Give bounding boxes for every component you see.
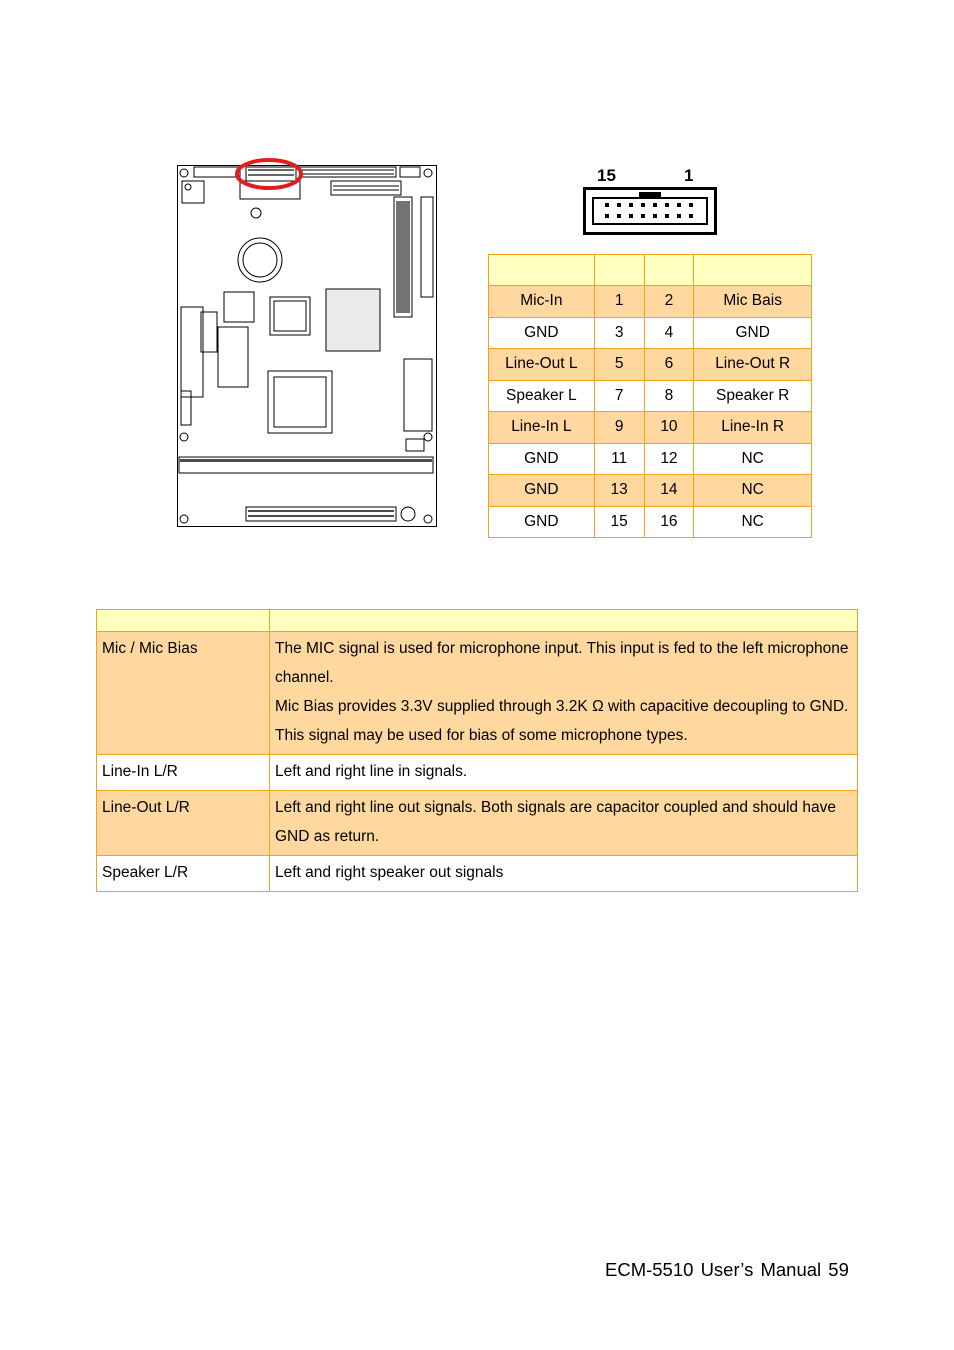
connector-pin-1-label: 1: [684, 166, 694, 185]
signal-description-line: Mic Bias provides 3.3V supplied through 3.2K Ω with capacitive decoupling to GND. This signal may be used for bias of some microphone types.: [275, 698, 849, 744]
signal-description-cell: [270, 632, 858, 755]
table-row: [97, 791, 858, 856]
signal-cell: NC: [694, 475, 812, 507]
signal-name-cell: Line-Out L/R: [97, 791, 270, 856]
connector-pin-15-label: 15: [597, 166, 616, 185]
pin-table-header-cell: [694, 255, 812, 286]
pin-cell: 12: [644, 443, 694, 475]
signal-cell: Line-In L: [489, 412, 595, 444]
table-row: [489, 443, 812, 475]
signal-description-cell: [270, 791, 858, 856]
pin-cell: 8: [644, 380, 694, 412]
signal-cell: NC: [694, 443, 812, 475]
pin-table-header: [489, 255, 812, 286]
signal-description-cell: [270, 755, 858, 791]
signal-cell: Mic-In: [489, 286, 595, 318]
page-footer: ECM-5510 User’s Manual 59: [605, 1259, 849, 1280]
table-row: [97, 632, 858, 755]
signal-cell: Mic Bais: [694, 286, 812, 318]
pin-cell: 5: [594, 349, 644, 381]
pin-cell: 11: [594, 443, 644, 475]
pin-cell: 9: [594, 412, 644, 444]
signal-description-table: [96, 609, 858, 892]
signal-name-cell: Speaker L/R: [97, 856, 270, 892]
pin-cell: 3: [594, 317, 644, 349]
signal-name-cell: Line-In L/R: [97, 755, 270, 791]
signal-cell: GND: [489, 475, 595, 507]
connector-body-icon: [583, 187, 717, 235]
pin-table-header-cell: [594, 255, 644, 286]
pin-cell: 14: [644, 475, 694, 507]
signal-description-line: Left and right line out signals. Both signals are capacitor coupled and should have GND as return.: [275, 799, 836, 845]
signal-description-cell: [270, 856, 858, 892]
signal-cell: NC: [694, 506, 812, 538]
signal-table-header: [97, 610, 858, 632]
table-row: [489, 317, 812, 349]
signal-description-line: The MIC signal is used for microphone input. This input is fed to the left microphone channel.: [275, 640, 849, 686]
pin-cell: 13: [594, 475, 644, 507]
signal-cell: GND: [694, 317, 812, 349]
table-row: [489, 506, 812, 538]
pin-cell: 16: [644, 506, 694, 538]
signal-cell: Line-In R: [694, 412, 812, 444]
table-row: [489, 349, 812, 381]
pin-cell: 10: [644, 412, 694, 444]
pin-cell: 1: [594, 286, 644, 318]
signal-description-line: Left and right speaker out signals: [275, 864, 504, 881]
pin-table-header-cell: [489, 255, 595, 286]
board-layout-diagram: [176, 157, 440, 529]
pin-cell: 6: [644, 349, 694, 381]
pin-table-header-cell: [644, 255, 694, 286]
signal-description-line: Left and right line in signals.: [275, 763, 468, 780]
pin-cell: 15: [594, 506, 644, 538]
table-row: [97, 856, 858, 892]
pin-cell: 2: [644, 286, 694, 318]
signal-cell: GND: [489, 443, 595, 475]
table-row: [489, 286, 812, 318]
table-row: [489, 475, 812, 507]
table-row: [489, 412, 812, 444]
signal-cell: Line-Out L: [489, 349, 595, 381]
signal-cell: GND: [489, 506, 595, 538]
signal-name-cell: Mic / Mic Bias: [97, 632, 270, 755]
signal-cell: GND: [489, 317, 595, 349]
pin-cell: 4: [644, 317, 694, 349]
signal-cell: Line-Out R: [694, 349, 812, 381]
audio-connector-diagram: [580, 166, 720, 236]
pin-cell: 7: [594, 380, 644, 412]
table-row: [97, 755, 858, 791]
signal-cell: Speaker L: [489, 380, 595, 412]
signal-table-header-cell: [270, 610, 858, 632]
signal-cell: Speaker R: [694, 380, 812, 412]
pin-assignment-table: [488, 254, 812, 538]
table-row: [489, 380, 812, 412]
signal-table-header-cell: [97, 610, 270, 632]
